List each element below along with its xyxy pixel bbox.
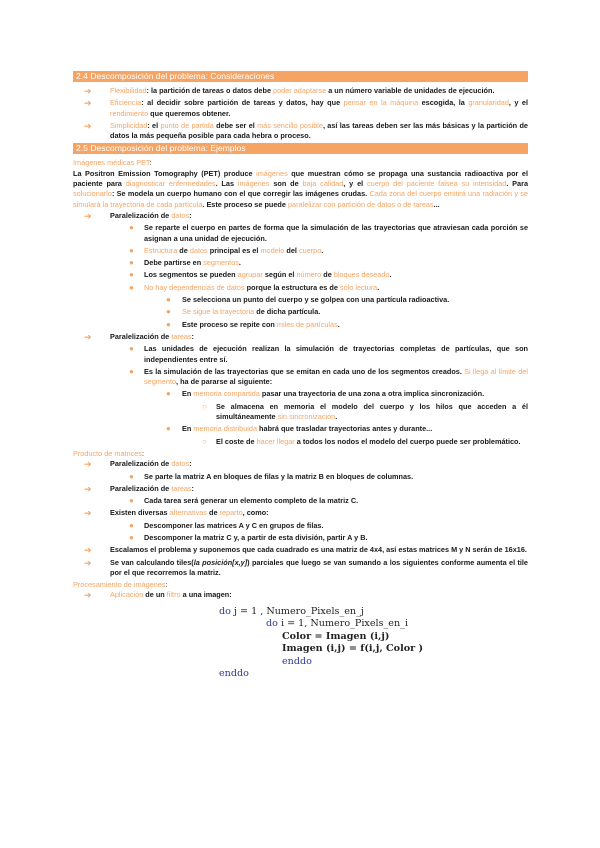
- arrow-bullet-icon: ➔: [84, 590, 92, 601]
- subitem: ● Cada tarea será generar un elemento completo de la matriz C.: [129, 496, 359, 506]
- bullet-matrices-tiles: ➔ Se van calculando tiles(la posición[x,y]) parciales que luego se van sumando a los siguientes conforme aumenta el tile por el que recorremos la matriz.: [84, 557, 528, 577]
- subsubitem: ● En memoria compartida pasar una trayectoria de una zona a otra implica sincronización.: [166, 389, 485, 399]
- subitem: ● Es la simulación de las trayectorias que se emitan en cada uno de los segmentos creados. Si llega al límite del segmento, ha de pararse al siguiente:: [129, 366, 528, 387]
- circle-bullet-icon: ○: [202, 436, 207, 446]
- dot-bullet-icon: ●: [129, 258, 134, 268]
- subitem: ● Debe partirse en segmentos.: [129, 258, 241, 268]
- subitem: ● Descomponer las matrices A y C en grupos de filas.: [129, 520, 324, 530]
- dot-bullet-icon: ●: [129, 270, 134, 280]
- arrow-bullet-icon: ➔: [84, 545, 92, 556]
- dot-bullet-icon: ●: [129, 223, 134, 233]
- code-block: [73, 606, 528, 686]
- bullet-matrices-tareas: ➔ Paralelización de tareas:: [84, 483, 194, 494]
- heading-pet: Imágenes médicas PET:: [73, 158, 152, 168]
- dot-bullet-icon: ●: [129, 471, 134, 481]
- bullet-matrices-datos: ➔ Paralelización de datos:: [84, 459, 192, 470]
- arrow-bullet-icon: ➔: [84, 331, 92, 342]
- code-line: do j = 1 , Numero_Pixels_en_j: [219, 605, 364, 617]
- arrow-bullet-icon: ➔: [84, 120, 92, 131]
- dot-bullet-icon: ●: [166, 295, 171, 305]
- subitem: ● Se reparte el cuerpo en partes de forma que la simulación de las trayectorias que atraviesan cada porción se asignan a una unidad de ejecución.: [129, 223, 528, 243]
- code-line: Color = Imagen (i,j): [282, 630, 390, 642]
- code-line: Imagen (i,j) = f(i,j, Color ): [282, 642, 424, 654]
- arrow-bullet-icon: ➔: [84, 483, 92, 494]
- bullet-simplicidad: ➔ Simplicidad: el punto de partida debe ser el más sencillo posible, así las tareas deben ser las más básicas y la partición de datos la más pequeña posible para cada hebra o proceso.: [84, 120, 528, 141]
- dot-bullet-icon: ●: [129, 344, 134, 354]
- dot-bullet-icon: ●: [129, 366, 134, 376]
- bullet-imagenes-filtro: ➔ Aplicación de un filtro a una imagen:: [84, 590, 232, 601]
- subitem: ● Se parte la matriz A en bloques de filas y la matriz B en bloques de columnas.: [129, 471, 414, 481]
- dot-bullet-icon: ●: [166, 389, 171, 399]
- heading-matrices: Producto de matrices:: [73, 448, 144, 458]
- subsubitem: ● Se selecciona un punto del cuerpo y se golpea con una partícula radioactiva.: [166, 295, 450, 305]
- subsubitem: ● En memoria distribuida habrá que trasladar trayectorias antes y durante...: [166, 424, 433, 434]
- bullet-pet-datos: ➔ Paralelización de datos:: [84, 210, 192, 221]
- arrow-bullet-icon: ➔: [84, 210, 92, 221]
- dot-bullet-icon: ●: [129, 532, 134, 542]
- bullet-pet-tareas: ➔ Paralelización de tareas:: [84, 331, 194, 342]
- subsubitem: ● Se sigue la trayectoria de dicha partícula.: [166, 307, 321, 317]
- arrow-bullet-icon: ➔: [84, 98, 92, 109]
- subsubsubitem: ○ El coste de hacer llegar a todos los nodos el modelo del cuerpo puede ser problemático.: [202, 436, 521, 446]
- dot-bullet-icon: ●: [129, 245, 134, 255]
- paragraph-pet: La Positron Emission Tomography (PET) produce imágenes que muestran cómo se propaga una sustancia radioactiva por el paciente para diagnosticar enfermedades. Las imágenes son de baja calidad, y el cuerpo del paciente falsea su intensidad. Para solucionarlo: Se modela un cuerpo humano con el que corregir las imágenes crudas. Cada zona del cuerpo emitirá una radiación y se simulará la trayectoria de cada partícula. Este proceso se puede paralelizar con partición de datos o de tareas...: [73, 168, 529, 209]
- subsubsubitem: ○ Se almacena en memoria el modelo del cuerpo y los hilos que acceden a él simultáneamente sin sincronización.: [202, 401, 528, 422]
- bullet-flexibilidad: ➔ Flexibilidad: la partición de tareas o datos debe poder adaptarse a un número variable de unidades de ejecución.: [84, 86, 495, 96]
- bullet-matrices-alternativas: ➔ Existen diversas alternativas de reparto, como:: [84, 508, 269, 519]
- subitem: ● Los segmentos se pueden agrupar según el número de bloques deseado.: [129, 270, 392, 280]
- dot-bullet-icon: ●: [166, 307, 171, 317]
- heading-imagenes: Procesamiento de imágenes:: [73, 580, 168, 590]
- code-line: enddo: [219, 667, 249, 679]
- dot-bullet-icon: ●: [129, 496, 134, 506]
- subitem: ● Estructura de datos principal es el modelo del cuerpo.: [129, 245, 324, 255]
- bullet-matrices-escalamos: ➔ Escalamos el problema y suponemos que cada cuadrado es una matriz de 4x4, así estas matrices M y N serán de 16x16.: [84, 545, 527, 556]
- code-line: do i = 1, Numero_Pixels_en_i: [266, 617, 409, 629]
- dot-bullet-icon: ●: [129, 520, 134, 530]
- section-header-consideraciones: 2.4 Descomposición del problema: Consideraciones: [73, 71, 528, 82]
- subsubitem: ● Este proceso se repite con miles de partículas.: [166, 319, 340, 329]
- subitem: ● Descomponer la matriz C y, a partir de esta división, partir A y B.: [129, 532, 368, 542]
- arrow-bullet-icon: ➔: [84, 459, 92, 470]
- circle-bullet-icon: ○: [202, 401, 207, 411]
- subitem: ● No hay dependencias de datos porque la estructura es de sólo lectura.: [129, 282, 380, 292]
- dot-bullet-icon: ●: [166, 319, 171, 329]
- arrow-bullet-icon: ➔: [84, 557, 92, 568]
- document-page: [73, 71, 528, 686]
- dot-bullet-icon: ●: [166, 424, 171, 434]
- section-header-ejemplos: 2.5 Descomposición del problema: Ejemplos: [73, 143, 528, 154]
- dot-bullet-icon: ●: [129, 282, 134, 292]
- subitem: ● Las unidades de ejecución realizan la simulación de trayectorias completas de partículas, que son independientes entre sí.: [129, 344, 528, 364]
- bullet-eficiencia: ➔ Eficiencia: al decidir sobre partición de tareas y datos, hay que pensar en la máquina escogida, la granularidad, y el rendimiento que queremos obtener.: [84, 98, 528, 118]
- arrow-bullet-icon: ➔: [84, 86, 92, 96]
- arrow-bullet-icon: ➔: [84, 508, 92, 519]
- code-line: enddo: [282, 655, 312, 667]
